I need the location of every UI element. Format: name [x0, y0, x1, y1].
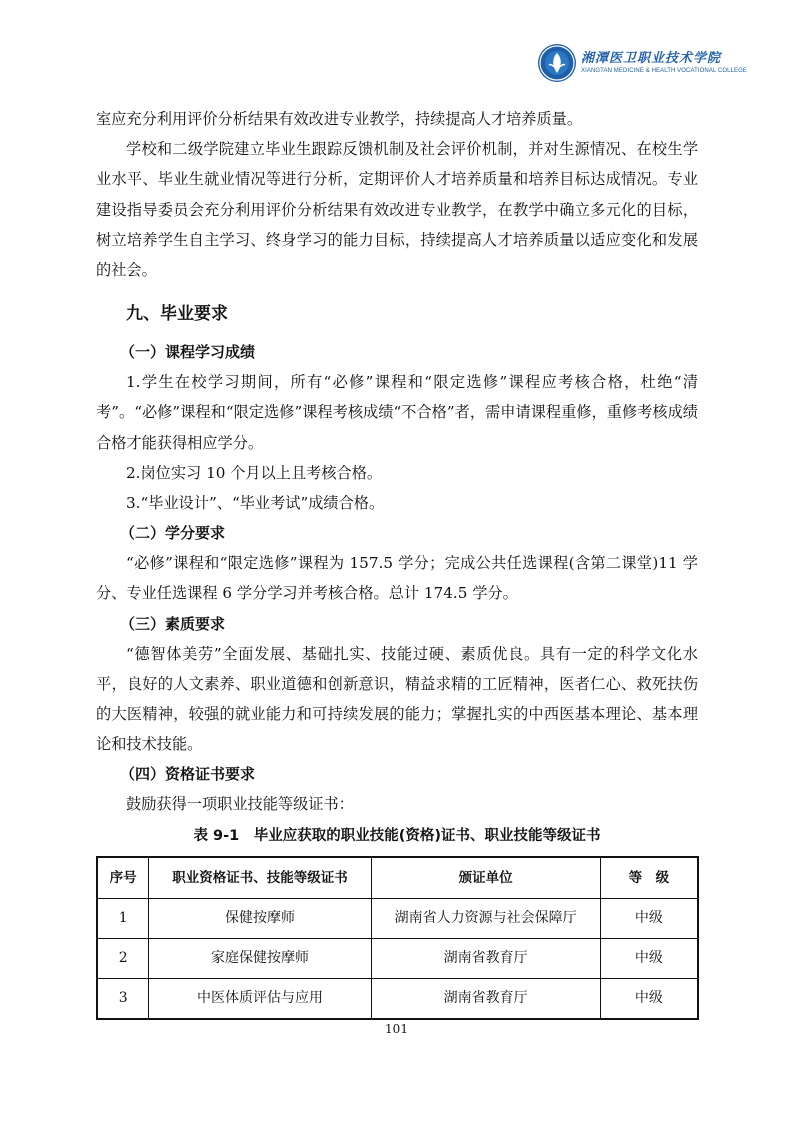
- paragraph: 室应充分利用评价分析结果有效改进专业教学，持续提高人才培养质量。: [96, 110, 582, 128]
- column-header: 等 级: [600, 857, 698, 899]
- list-item: 1.学生在校学习期间，所有“必修”课程和“限定选修”课程应考核合格，杜绝“清考”。“必修”课程和“限定选修”课程考核成绩“不合格”者，需申请课程重修，重修考核成绩合格才能获得相应学分。: [96, 373, 698, 452]
- table-caption: 表 9-1 毕业应获取的职业技能(资格)证书、职业技能等级证书: [193, 827, 601, 844]
- table-cell: 湖南省人力资源与社会保障厅: [371, 898, 600, 938]
- document-body: [96, 104, 698, 1020]
- logo-english-name: XIANGTAN MEDICINE & HEALTH VOCATIONAL COLLEGE: [581, 68, 747, 74]
- column-header: 颁证单位: [371, 857, 600, 899]
- table-cell: 1: [97, 898, 149, 938]
- paragraph: 学校和二级学院建立毕业生跟踪反馈机制及社会评价机制，并对生源情况、在校生学业水平、毕业生就业情况等进行分析，定期评价人才培养质量和培养目标达成情况。专业建设指导委员会充分利用评价分析结果有效改进专业教学，在教学中确立多元化的目标，树立培养学生自主学习、终身学习的能力目标，持续提高人才培养质量以适应变化和发展的社会。: [96, 140, 698, 280]
- subsection-title-credits: （二）学分要求: [120, 524, 226, 543]
- table-row: [97, 898, 698, 938]
- subsection-title-course: （一）课程学习成绩: [120, 343, 256, 362]
- subsection-title-certificates: （四）资格证书要求: [120, 765, 256, 784]
- paragraph: 鼓励获得一项职业技能等级证书：: [126, 795, 354, 814]
- column-header: 职业资格证书、技能等级证书: [149, 857, 371, 899]
- table-cell: 中医体质评估与应用: [149, 978, 371, 1019]
- paragraph: “德智体美劳”全面发展、基础扎实、技能过硬、素质优良。具有一定的科学文化水平，良好的人文素养、职业道德和创新意识，精益求精的工匠精神，医者仁心、救死扶伤的大医精神，较强的就业能力和可持续发展的能力；掌握扎实的中西医基本理论、基本理论和技术技能。: [96, 644, 698, 754]
- table-cell: 中级: [600, 898, 698, 938]
- table-row: [97, 938, 698, 978]
- table-cell: 家庭保健按摩师: [149, 938, 371, 978]
- college-logo: [538, 44, 747, 82]
- list-item: 3.“毕业设计”、“毕业考试”成绩合格。: [126, 494, 385, 513]
- table-cell: 保健按摩师: [149, 898, 371, 938]
- table-cell: 湖南省教育厅: [371, 938, 600, 978]
- list-item: 2.岗位实习 10 个月以上且考核合格。: [126, 463, 383, 482]
- table-cell: 中级: [600, 938, 698, 978]
- college-emblem-icon: [538, 44, 576, 82]
- table-cell: 3: [97, 978, 149, 1019]
- paragraph: “必修”课程和“限定选修”课程为 157.5 学分；完成公共任选课程(含第二课堂)11 学分、专业任选课程 6 学分学习并考核合格。总计 174.5 学分。: [96, 554, 698, 603]
- page-number: 101: [385, 1022, 408, 1036]
- table-header-row: [97, 857, 698, 899]
- section-title: 九、毕业要求: [126, 304, 228, 325]
- table-row: [97, 978, 698, 1019]
- page-header: [0, 0, 793, 96]
- subsection-title-quality: （三）素质要求: [120, 614, 226, 633]
- table-cell: 湖南省教育厅: [371, 978, 600, 1019]
- certificate-table: [96, 856, 699, 1020]
- logo-chinese-name: 湘潭医卫职业技术学院: [581, 51, 722, 66]
- table-cell: 2: [97, 938, 149, 978]
- column-header: 序号: [97, 857, 149, 899]
- table-cell: 中级: [600, 978, 698, 1019]
